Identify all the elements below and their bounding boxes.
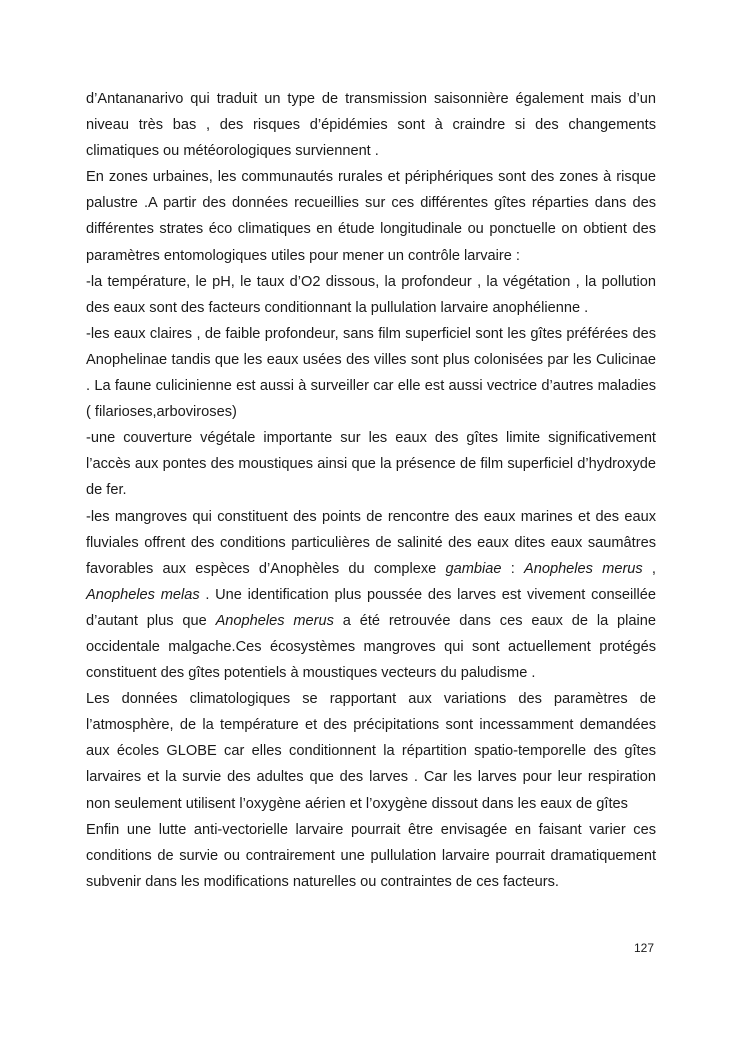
text-segment: En zones urbaines, les communautés rurales et périphériques sont des zones à risque palustre .A partir des données recueillies sur ces différentes gîtes réparties dans des différentes strates éco climatiques en étude longitudinale ou ponctuelle on obtient des paramètres entomologiques utiles pour mener un contrôle larvaire :	[86, 169, 656, 264]
species-name: gambiae	[445, 560, 502, 577]
text-segment: a été retrouvée dans ces eaux de la plaine occidentale malgache.Ces écosystèmes mangroves qui sont actuellement protégés constituent des gîtes potentiels à moustiques vecteurs du paludisme .	[86, 612, 657, 682]
paragraph	[86, 817, 656, 895]
species-name: Anopheles melas	[86, 586, 200, 603]
paragraph	[86, 504, 656, 687]
paragraph	[86, 425, 656, 503]
paragraph	[86, 686, 656, 816]
species-name: Anopheles merus	[215, 612, 334, 629]
text-segment: Les données climatologiques se rapportant aux variations des paramètres de l’atmosphère, de la température et des précipitations sont incessamment demandées aux écoles GLOBE car elles conditionnent la répartition spatio-temporelle des gîtes larvaires et la survie des adultes que des larves . Car les larves pour leur respiration non seulement utilisent l’oxygène aérien et l’oxygène dissout dans les eaux de gîtes	[86, 691, 656, 812]
text-segment: -la température, le pH, le taux d’O2 dissous, la profondeur , la végétation , la pollution des eaux sont des facteurs conditionnant la pullulation larvaire anophélienne .	[86, 273, 656, 316]
paragraph	[86, 321, 656, 425]
paragraph	[86, 164, 656, 268]
document-body	[86, 86, 656, 895]
text-segment: -les mangroves qui constituent des points de rencontre des eaux marines et des eaux fluviales offrent des conditions particulières de salinité des eaux dites eaux saumâtres favorables aux espèces d’Anophèles du complexe	[86, 508, 656, 577]
species-name: Anopheles merus	[523, 560, 643, 577]
text-segment: -les eaux claires , de faible profondeur, sans film superficiel sont les gîtes préférées des Anophelinae tandis que les eaux usées des villes sont plus colonisées par les Culicinae . La faune culicinienne est aussi à surveiller car elle est aussi vectrice d’autres maladies ( filarioses,arboviroses)	[86, 325, 656, 421]
text-segment: ,	[642, 560, 656, 577]
text-segment: Enfin une lutte anti-vectorielle larvaire pourrait être envisagée en faisant varier ces conditions de survie ou contrairement une pullulation larvaire pourrait dramatiquement subvenir dans les modifications naturelles ou contraintes de ces facteurs.	[86, 821, 656, 890]
text-segment: -une couverture végétale importante sur les eaux des gîtes limite significativement l’accès aux pontes des moustiques ainsi que la présence de film superficiel d’hydroxyde de fer.	[86, 430, 656, 499]
page-number: 127	[633, 941, 654, 955]
text-segment: . Une identification plus poussée des larves est vivement conseillée d’autant plus que	[86, 586, 656, 629]
paragraph	[86, 86, 656, 164]
paragraph	[86, 269, 656, 321]
text-segment: :	[501, 560, 524, 577]
text-segment: d’Antananarivo qui traduit un type de transmission saisonnière également mais d’un niveau très bas , des risques d’épidémies sont à craindre si des changements climatiques ou météorologiques surviennent .	[86, 91, 656, 160]
